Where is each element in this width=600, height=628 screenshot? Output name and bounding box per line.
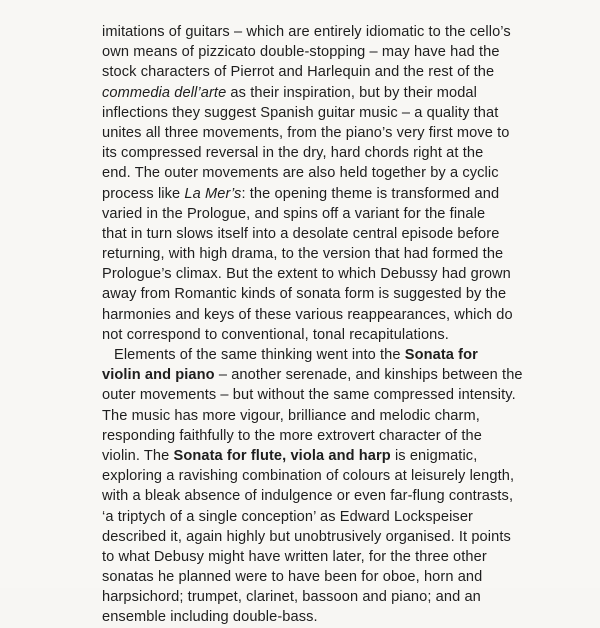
text-segment: to what Debusy might have written later, for the three other [102,548,487,565]
text-segment: is enigmatic, [390,447,478,464]
bold-text: violin and piano [102,367,215,384]
text-segment: as their inspiration, but by their modal [226,84,477,101]
text-segment: that in turn slows itself into a desolate central episode before [102,225,500,242]
text-line [102,184,552,204]
text-segment: : the opening theme is transformed and [241,185,500,202]
text-line [102,385,552,405]
italic-text: La Mer’s [184,185,242,202]
text-line [102,486,552,506]
text-line [102,527,552,547]
text-line [102,244,552,264]
text-segment: inflections they suggest Spanish guitar music – a quality that [102,104,499,121]
text-line [102,365,552,385]
text-line [102,547,552,567]
text-line [102,62,552,82]
text-segment: process like [102,185,185,202]
text-segment: unites all three movements, from the piano’s very first move to [102,124,510,141]
text-segment: with a bleak absence of indulgence or even far-flung contrasts, [102,488,514,505]
text-segment: Prologue’s climax. But the extent to which Debussy had grown [102,266,511,283]
text-segment: The music has more vigour, brilliance and melodic charm, [102,407,480,424]
text-line [102,466,552,486]
text-segment: imitations of guitars – which are entirely idiomatic to the cello’s [102,24,511,40]
text-line [102,426,552,446]
text-line [102,345,552,365]
text-line [102,143,552,163]
text-line [102,103,552,123]
text-segment: its compressed reversal in the dry, hard chords right at the [102,145,484,162]
text-line [102,607,552,627]
bold-text: Sonata for [404,347,478,363]
text-segment: Elements of the same thinking went into the [114,347,405,363]
text-segment: sonatas he planned were to have been for oboe, horn and [102,569,483,586]
italic-text: commedia dell’arte [102,84,227,101]
text-segment: outer movements – but without the same compressed intensity. [102,387,516,404]
text-segment: harmonies and keys of these various reappearances, which do [102,306,513,323]
text-segment: harpsichord; trumpet, clarinet, bassoon and piano; and an [102,589,481,606]
text-line [102,325,552,345]
text-segment: not correspond to conventional, tonal recapitulations. [102,326,449,343]
text-segment: exploring a ravishing combination of colours at leisurely length, [102,468,515,485]
text-line [102,507,552,527]
text-line [102,83,552,103]
text-segment: described it, again highly but unobtrusively organised. It points [102,528,511,545]
text-segment: own means of pizzicato double-stopping – may have had the [102,44,500,61]
text-line [102,446,552,466]
bold-text: Sonata for flute, viola and harp [173,447,391,464]
text-line [102,264,552,284]
text-segment: responding faithfully to the more extrovert character of the [102,427,482,444]
text-segment: varied in the Prologue, and spins off a variant for the finale [102,205,486,222]
text-line [102,284,552,304]
text-line [102,22,552,42]
text-line [102,567,552,587]
text-line [102,163,552,183]
text-segment: ‘a triptych of a single conception’ as Edward Lockspeiser [102,508,474,525]
text-line [102,42,552,62]
text-line [102,224,552,244]
text-segment: violin. The [102,447,174,464]
body-text [102,22,552,628]
text-segment: ensemble including double-bass. [102,609,318,626]
text-segment: away from Romantic kinds of sonata form is suggested by the [102,286,507,303]
text-segment: stock characters of Pierrot and Harlequin and the rest of the [102,64,495,81]
text-segment: – another serenade, and kinships between the [214,367,523,384]
text-segment: returning, with high drama, to the version that had formed the [102,246,504,263]
text-line [102,587,552,607]
text-line [102,406,552,426]
text-line [102,123,552,143]
text-segment: end. The outer movements are also held together by a cyclic [102,165,499,182]
text-line [102,204,552,224]
text-line [102,305,552,325]
